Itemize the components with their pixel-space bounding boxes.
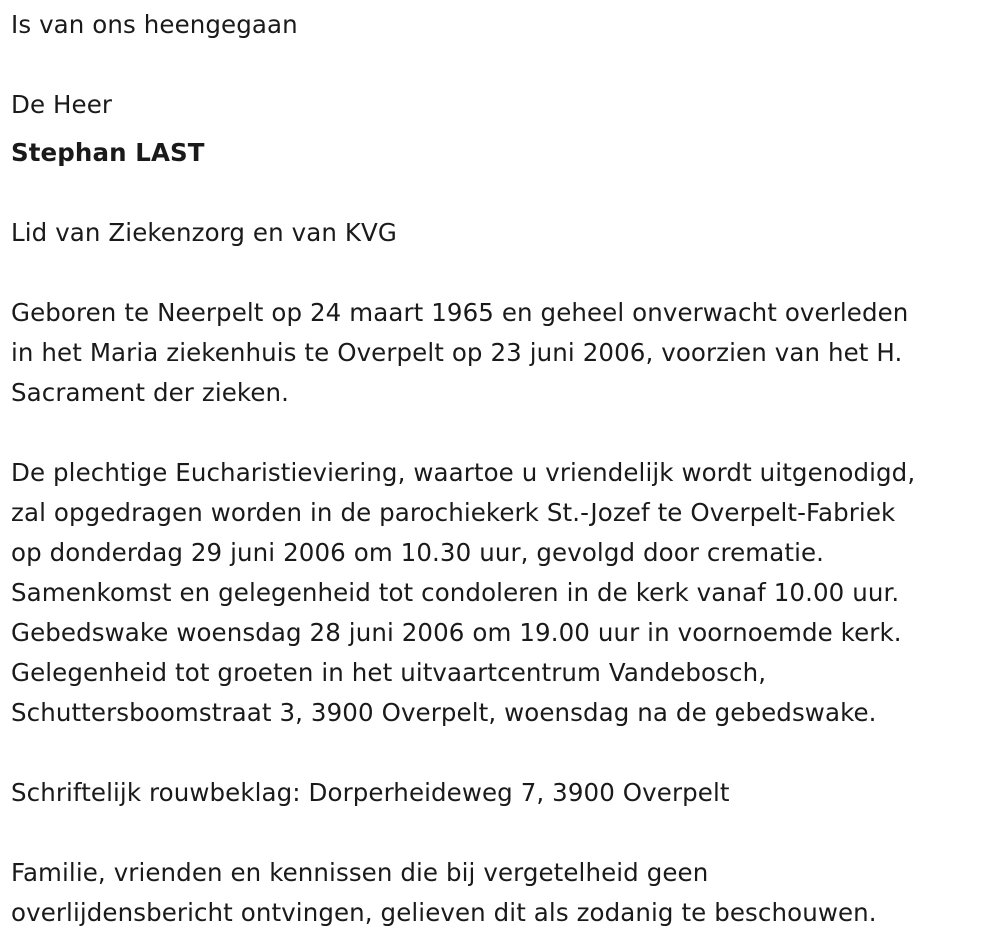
birth-line-1: Geboren te Neerpelt op 24 maart 1965 en geheel onverwacht overleden xyxy=(11,298,909,327)
condolence-address: Schriftelijk rouwbeklag: Dorperheideweg 7, 3900 Overpelt xyxy=(11,778,730,807)
ceremony-line-7: Schuttersboomstraat 3, 3900 Overpelt, woensdag na de gebedswake. xyxy=(11,698,877,727)
birth-line-3: Sacrament der zieken. xyxy=(11,378,290,407)
ceremony-line-3: op donderdag 29 juni 2006 om 10.30 uur, gevolgd door crematie. xyxy=(11,538,825,567)
deceased-name: Stephan LAST xyxy=(11,138,205,167)
membership-text: Lid van Ziekenzorg en van KVG xyxy=(11,218,397,247)
intro-text: Is van ons heengegaan xyxy=(11,10,298,39)
ceremony-line-4: Samenkomst en gelegenheid tot condoleren in de kerk vanaf 10.00 uur. xyxy=(11,578,900,607)
notice-line-2: overlijdensbericht ontvingen, gelieven dit als zodanig te beschouwen. xyxy=(11,898,877,927)
birth-line-2: in het Maria ziekenhuis te Overpelt op 23 juni 2006, voorzien van het H. xyxy=(11,338,903,367)
honorific: De Heer xyxy=(11,90,113,119)
ceremony-line-1: De plechtige Eucharistieviering, waartoe u vriendelijk wordt uitgenodigd, xyxy=(11,458,916,487)
notice-line-1: Familie, vrienden en kennissen die bij vergetelheid geen xyxy=(11,858,709,887)
ceremony-line-5: Gebedswake woensdag 28 juni 2006 om 19.00 uur in voornoemde kerk. xyxy=(11,618,902,647)
ceremony-line-6: Gelegenheid tot groeten in het uitvaartcentrum Vandebosch, xyxy=(11,658,767,687)
ceremony-line-2: zal opgedragen worden in de parochiekerk St.-Jozef te Overpelt-Fabriek xyxy=(11,498,896,527)
